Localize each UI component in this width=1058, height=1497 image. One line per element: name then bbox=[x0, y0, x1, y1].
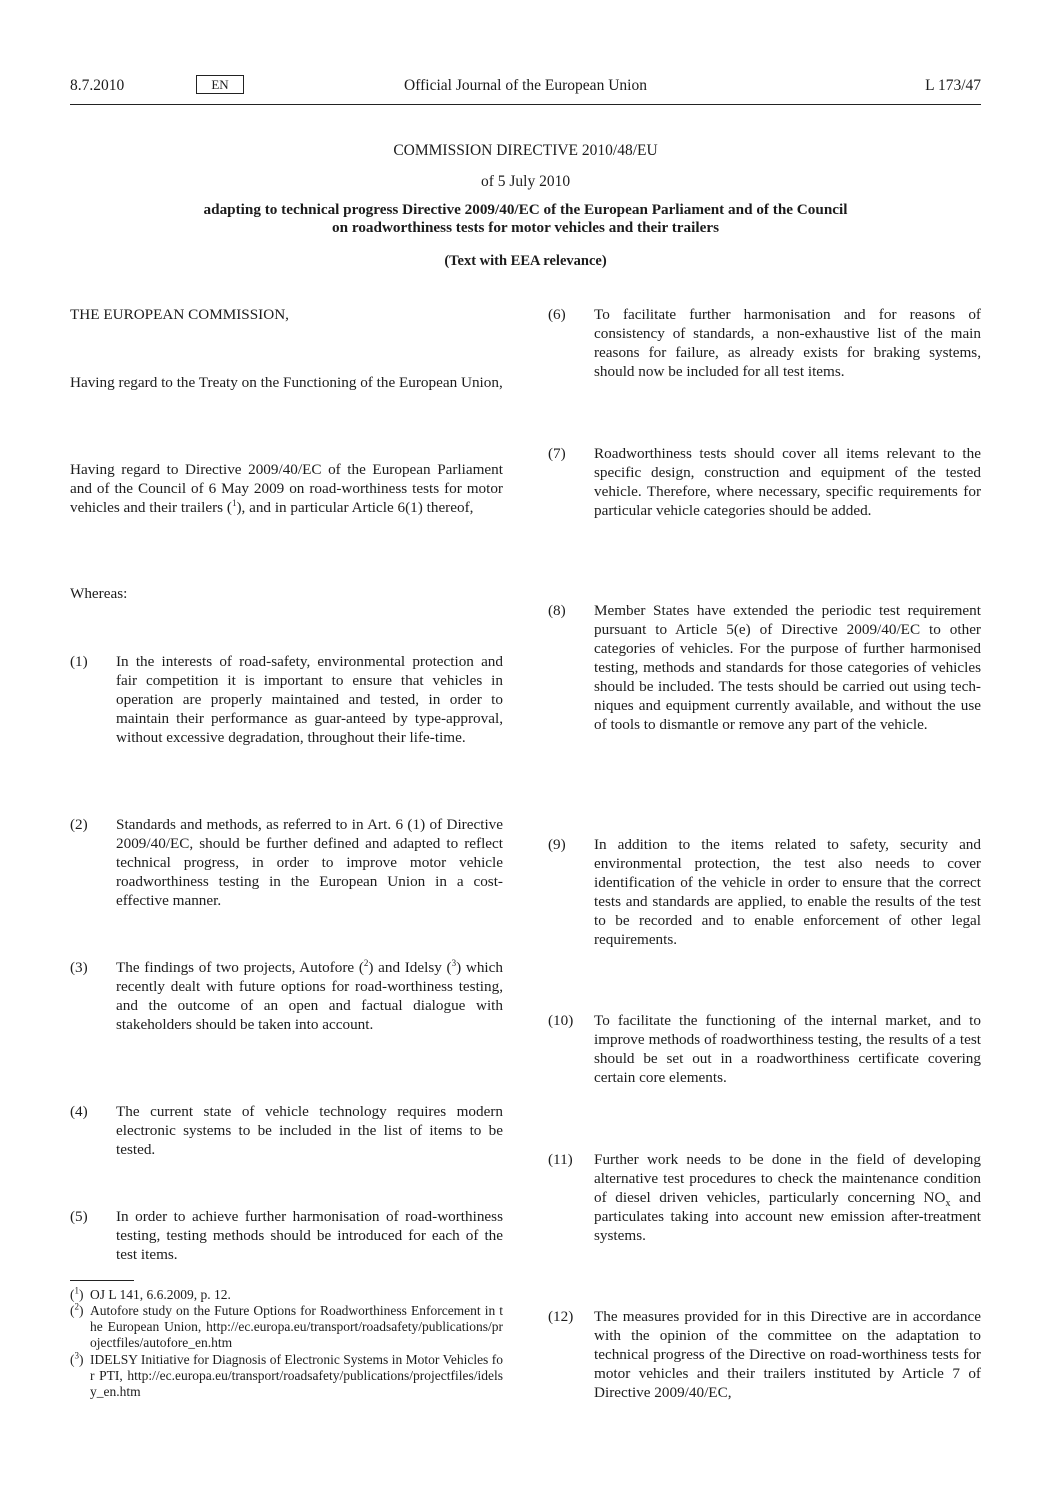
recital-text: Roadworthiness tests should cover all items relevant to the specific design, construction and equipment of the tested vehicle. Therefore, where necessary, specific requirements for particular vehicle categories should be added. bbox=[594, 445, 981, 519]
recital-number: (5) bbox=[70, 1208, 88, 1225]
footnote-ref[interactable]: 2 bbox=[363, 957, 369, 968]
recital-text: In addition to the items related to safety, security and environmental protection, the test also needs to cover identification of the vehicle in order to ensure that the correct tests and standards are applied, to enable the results of the test to be recorded and to enable enforcement of other legal requirements. bbox=[594, 836, 981, 948]
recital-number: (12) bbox=[548, 1308, 574, 1325]
journal-title: Official Journal of the European Union bbox=[404, 77, 647, 94]
footnote-text[interactable]: Autofore study on the Future Options for Roadworthiness Enforcement in the European Union, http://ec.europa.eu/transport/roadsafety/publications/projectfiles/autofore_en.htm bbox=[90, 1303, 503, 1350]
regard-directive: Having regard to Directive 2009/40/EC of the European Parliament and of the Council of 6 May 2009 on road-worthiness tests for motor vehicles and their trailers ($^1$), and in particular Article 6(1) thereof, bbox=[70, 461, 503, 516]
recital-text: The current state of vehicle technology requires modern electronic systems to be included in the list of items to be tested. bbox=[116, 1103, 503, 1158]
recital-text: Standards and methods, as referred to in Art. 6 (1) of Directive 2009/40/EC, should be further defined and adapted to reflect technical progress, in order to improve motor vehicle roadworthiness testing in the European Union in a cost-effective manner. bbox=[116, 816, 503, 909]
regard-treaty: Having regard to the Treaty on the Functioning of the European Union, bbox=[70, 374, 503, 391]
directive-subject-line-1: adapting to technical progress Directive 2009/40/EC of the European Parliament and of the Council bbox=[203, 201, 848, 218]
recital-number: (6) bbox=[548, 306, 566, 323]
language-badge: EN bbox=[196, 75, 244, 94]
directive-title: COMMISSION DIRECTIVE 2010/48/EU bbox=[393, 142, 658, 159]
recital-number: (11) bbox=[548, 1151, 573, 1168]
footnote-ref[interactable]: 1 bbox=[231, 497, 237, 508]
footnote-rule bbox=[70, 1280, 134, 1281]
recital-number: (3) bbox=[70, 959, 88, 976]
footnote-mark: ($^1$) bbox=[70, 1285, 84, 1302]
recital-text: In the interests of road-safety, environmental protection and fair competition it is important to ensure that vehicles in operation are properly maintained and tested, in order to maintain their performance as guar-anteed by type-approval, without excessive degradation, throughout their life-time. bbox=[116, 653, 503, 746]
footnote-mark: ($^3$) bbox=[70, 1350, 84, 1367]
footnote-mark: ($^2$) bbox=[70, 1301, 84, 1318]
directive-subject-line-2: on roadworthiness tests for motor vehicles and their trailers bbox=[332, 219, 719, 236]
recital-text: Member States have extended the periodic test requirement pursuant to Article 5(e) of Directive 2009/40/EC to other categories of vehicles. For the purpose of further harmonised testing, methods and standards for those categories of vehicles should be included. The tests should be carried out using tech-niques and equipment currently available, and without the use of tools to dismantle or remove any part of the vehicle. bbox=[594, 602, 981, 733]
commission-heading: THE EUROPEAN COMMISSION, bbox=[70, 306, 289, 323]
eea-relevance: (Text with EEA relevance) bbox=[444, 253, 607, 269]
recital-number: (8) bbox=[548, 602, 566, 619]
footnote-text: OJ L 141, 6.6.2009, p. 12. bbox=[90, 1287, 231, 1302]
directive-date: of 5 July 2010 bbox=[480, 173, 571, 190]
publication-date: 8.7.2010 bbox=[70, 77, 125, 94]
recital-number: (9) bbox=[548, 836, 566, 853]
page-reference: L 173/47 bbox=[925, 77, 981, 94]
recital-text: To facilitate further harmonisation and for reasons of consistency of standards, a non-exhaustive list of the main reasons for failure, as already exists for braking systems, should now be included for all test items. bbox=[594, 306, 981, 380]
recital-text: In order to achieve further harmonisation of road-worthiness testing, testing methods should be introduced for each of the test items. bbox=[116, 1208, 503, 1263]
header-rule bbox=[70, 104, 981, 105]
recital-text: The findings of two projects, Autofore ($^2$) and Idelsy ($^3$) which recently dealt with future options for road-worthiness testing, and the outcome of an open and factual dialogue with stakeholders should be taken into account. bbox=[116, 957, 503, 1033]
recital-number: (4) bbox=[70, 1103, 88, 1120]
footnote-text[interactable]: IDELSY Initiative for Diagnosis of Electronic Systems in Motor Vehicles for PTI, http://ec.europa.eu/transport/roadsafety/publications/projectfiles/idelsy_en.htm bbox=[90, 1352, 503, 1399]
recital-text: Further work needs to be done in the field of developing alternative test procedures to check the maintenance condition of diesel driven vehicles, particularly concerning $NO_x$ and particulates taking into account new emission after-treatment systems. bbox=[594, 1151, 981, 1244]
recital-number: (1) bbox=[70, 653, 88, 670]
recital-number: (2) bbox=[70, 816, 88, 833]
footnote-ref[interactable]: 3 bbox=[451, 957, 457, 968]
recital-text: The measures provided for in this Directive are in accordance with the opinion of the committee on the adaptation to technical progress of the Directive on road-worthiness tests for motor vehicles and their trailers instituted by Article 7 of Directive 2009/40/EC, bbox=[594, 1308, 981, 1401]
recital-text: To facilitate the functioning of the internal market, and to improve methods of roadworthiness testing, the results of a test should be set out in a roadworthiness certificate covering certain core elements. bbox=[594, 1012, 981, 1086]
recital-number: (10) bbox=[548, 1012, 574, 1029]
directive-subject bbox=[70, 201, 981, 237]
recital-number: (7) bbox=[548, 445, 566, 462]
page-header bbox=[70, 76, 981, 96]
whereas-heading: Whereas: bbox=[70, 585, 128, 602]
